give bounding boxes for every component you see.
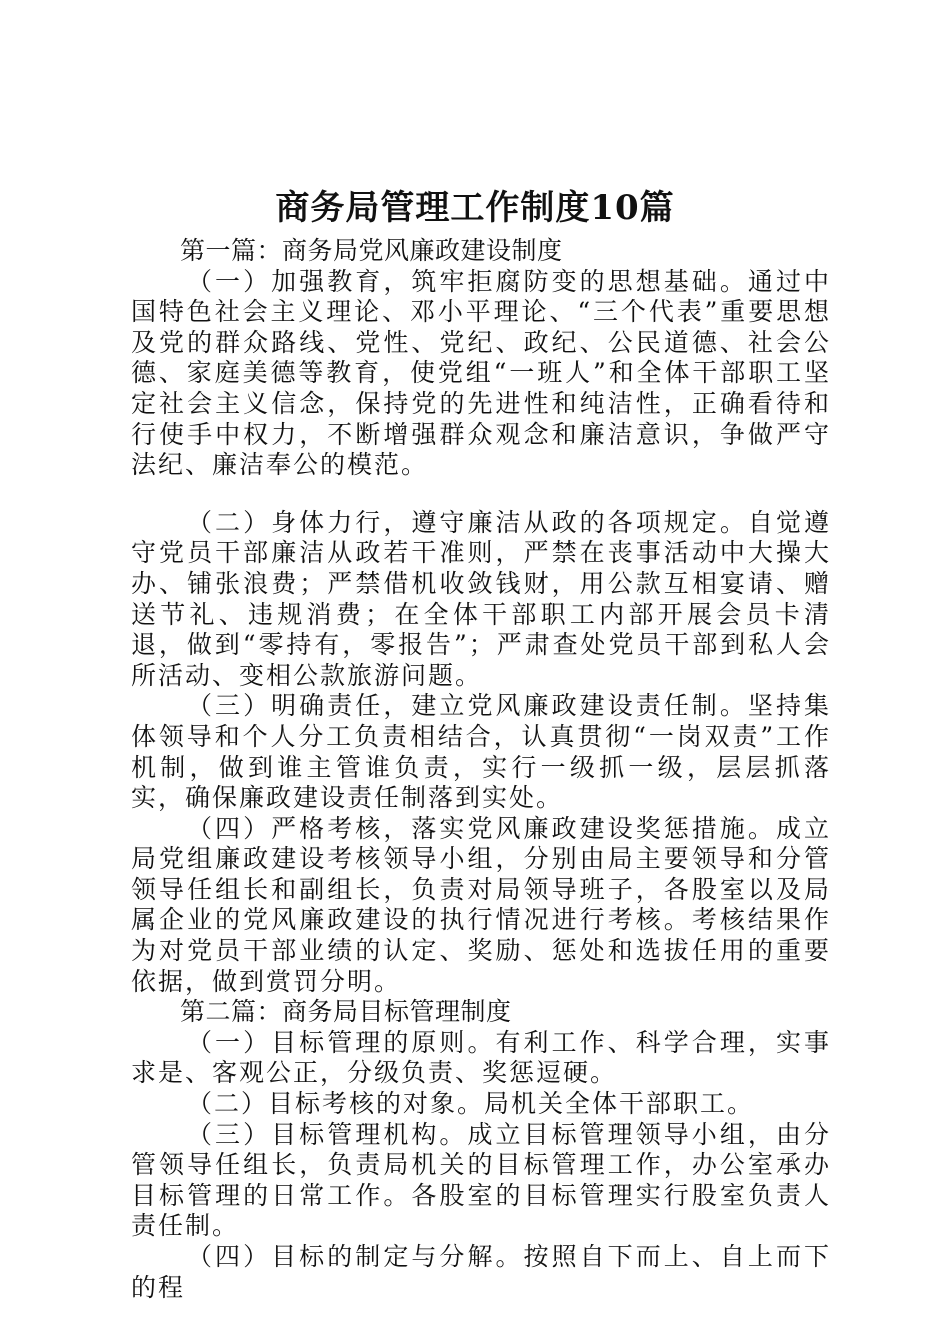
paragraph: （三）目标管理机构。成立目标管理领导小组，由分管领导任组长，负责局机关的目标管理工作，办公室承办目标管理的日常工作。各股室的目标管理实行股室负责人责任制。 (131, 1119, 831, 1241)
paragraph: （四）严格考核，落实党风廉政建设奖惩措施。成立局党组廉政建设考核领导小组，分别由局主要领导和分管领导任组长和副组长，负责对局领导班子，各股室以及局属企业的党风廉政建设的执行情况进行考核。考核结果作为对党员干部业绩的认定、奖励、惩处和选拔任用的重要依据，做到赏罚分明。 (131, 813, 831, 996)
paragraph: （三）明确责任，建立党风廉政建设责任制。坚持集体领导和个人分工负责相结合，认真贯彻“一岗双责”工作机制，做到谁主管谁负责，实行一级抓一级，层层抓落实，确保廉政建设责任制落到实处。 (131, 691, 831, 813)
document-body (131, 236, 831, 1303)
section-heading: 第一篇：商务局党风廉政建设制度 (180, 236, 563, 265)
paragraph: （一）目标管理的原则。有利工作、科学合理，实事求是、客观公正，分级负责、奖惩逗硬。 (131, 1027, 831, 1088)
section-heading: 第二篇：商务局目标管理制度 (180, 997, 512, 1027)
document-title: 商务局管理工作制度10篇 (275, 188, 675, 228)
paragraph: （四）目标的制定与分解。按照自下而上、自上而下的程 (131, 1242, 831, 1302)
paragraph: （一）加强教育，筑牢拒腐防变的思想基础。通过中国特色社会主义理论、邓小平理论、“三个代表”重要思想及党的群众路线、党性、党纪、政纪、公民道德、社会公德、家庭美德等教育，使党组“一班人”和全体干部职工坚定社会主义信念，保持党的先进性和纯洁性，正确看待和行使手中权力，不断增强群众观念和廉洁意识，争做严守法纪、廉洁奉公的模范。 (131, 266, 831, 480)
paragraph: （二）身体力行，遵守廉洁从政的各项规定。自觉遵守党员干部廉洁从政若干准则，严禁在丧事活动中大操大办、铺张浪费；严禁借机收敛钱财，用公款互相宴请、赠送节礼、违规消费；在全体干部职工内部开展会员卡清退，做到“零持有，零报告”；严肃查处党员干部到私人会所活动、变相公款旅游问题。 (131, 507, 831, 690)
paragraph: （二）目标考核的对象。局机关全体干部职工。 (187, 1089, 755, 1119)
